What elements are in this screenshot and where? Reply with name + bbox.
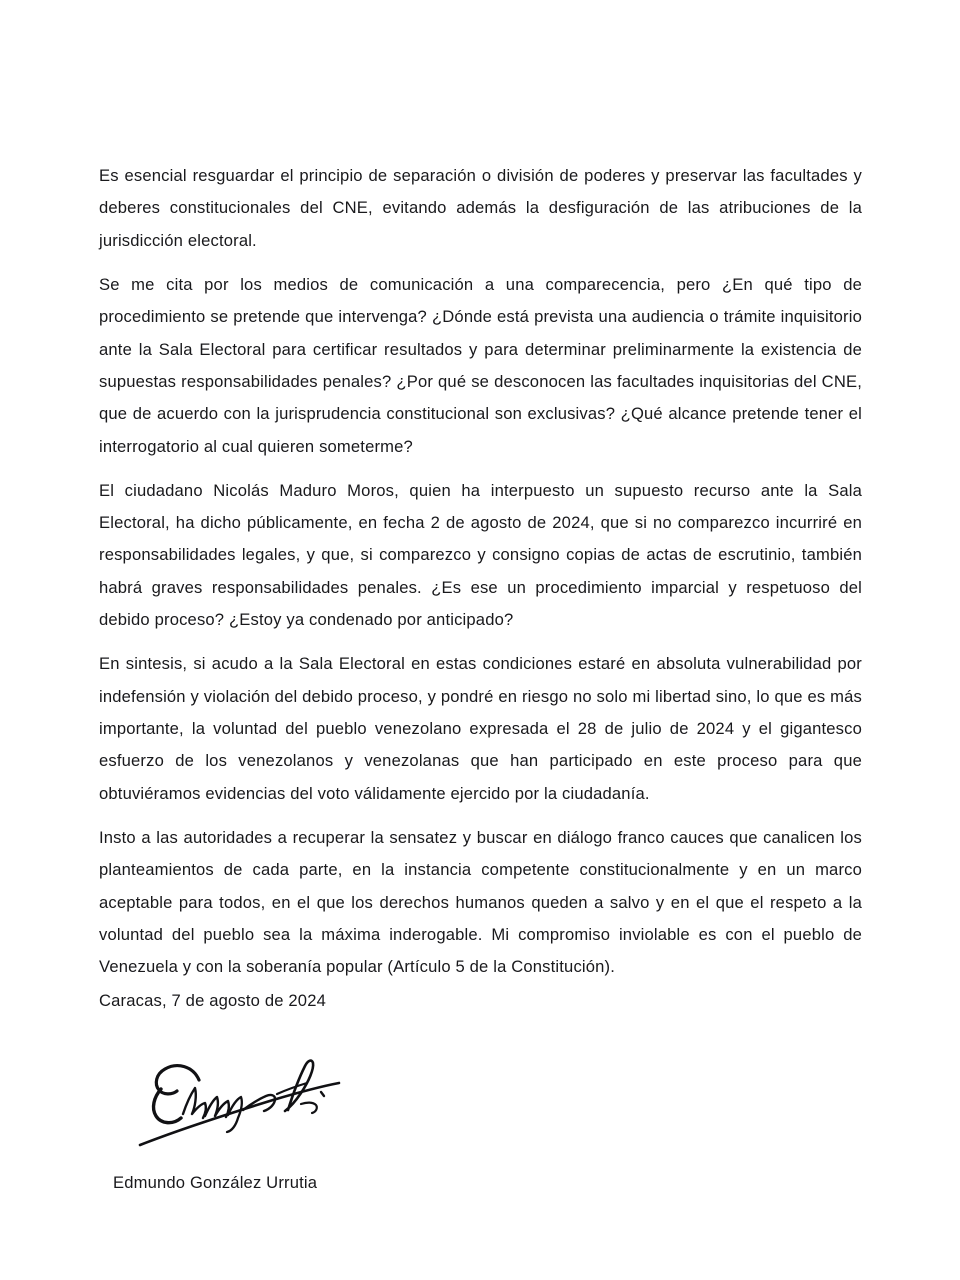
paragraph: Es esencial resguardar el principio de separación o división de poderes y preservar las facultades y deberes constitucionales del CNE, evitando además la desfiguración de las atribuciones de la jurisdicción electoral.: [99, 166, 862, 250]
paragraph: En sintesis, si acudo a la Sala Electoral en estas condiciones estaré en absoluta vulnerabilidad por indefensión y violación del debido proceso, y pondré en riesgo no solo mi libertad sino, lo que es más importante, la voluntad del pueblo venezolano expresada el 28 de julio de 2024 y el gigantesco esfuerzo de los venezolanos y venezolanas que han participado en este proceso para que obtuviéramos evidencias del voto válidamente ejercido por la ciudadanía.: [99, 654, 862, 803]
signer-name: Edmundo González Urrutia: [113, 1173, 318, 1192]
paragraph: Se me cita por los medios de comunicación a una comparecencia, pero ¿En qué tipo de procedimiento se pretende que intervenga? ¿Dónde está prevista una audiencia o trámite inquisitorio ante la Sala Electoral para certificar resultados y para determinar preliminarmente la existencia de supuestas responsabilidades penales? ¿Por qué se desconocen las facultades inquisitorias del CNE, que de acuerdo con la jurisprudencia constitucional son exclusivas? ¿Qué alcance pretende tener el interrogatorio al cual quieren someterme?: [99, 274, 862, 456]
paragraph: Insto a las autoridades a recuperar la sensatez y buscar en diálogo franco cauces que canalicen los planteamientos de cada parte, en la instancia competente constitucionalmente y en un marco aceptable para todos, en el que los derechos humanos queden a salvo y en el que el respeto a la voluntad del pueblo sea la máxima inderogable. Mi compromiso inviolable es con el pueblo de Venezuela y con la soberanía popular (Artículo 5 de la Constitución).: [99, 827, 862, 977]
signature-block: [99, 988, 862, 1195]
paragraph: El ciudadano Nicolás Maduro Moros, quien ha interpuesto un supuesto recurso ante la Sala Electoral, ha dicho públicamente, en fecha 2 de agosto de 2024, que si no comparezco incurriré en responsabilidades legales, y que, si comparezco y consigno copias de actas de escrutinio, también habrá graves responsabilidades penales. ¿Es ese un procedimiento imparcial y respetuoso del debido proceso? ¿Estoy ya condenado por anticipado?: [99, 480, 862, 630]
letter-body: [99, 160, 862, 984]
handwritten-signature-icon: [125, 1052, 375, 1157]
place-and-date: Caracas, 7 de agosto de 2024: [99, 991, 326, 1010]
